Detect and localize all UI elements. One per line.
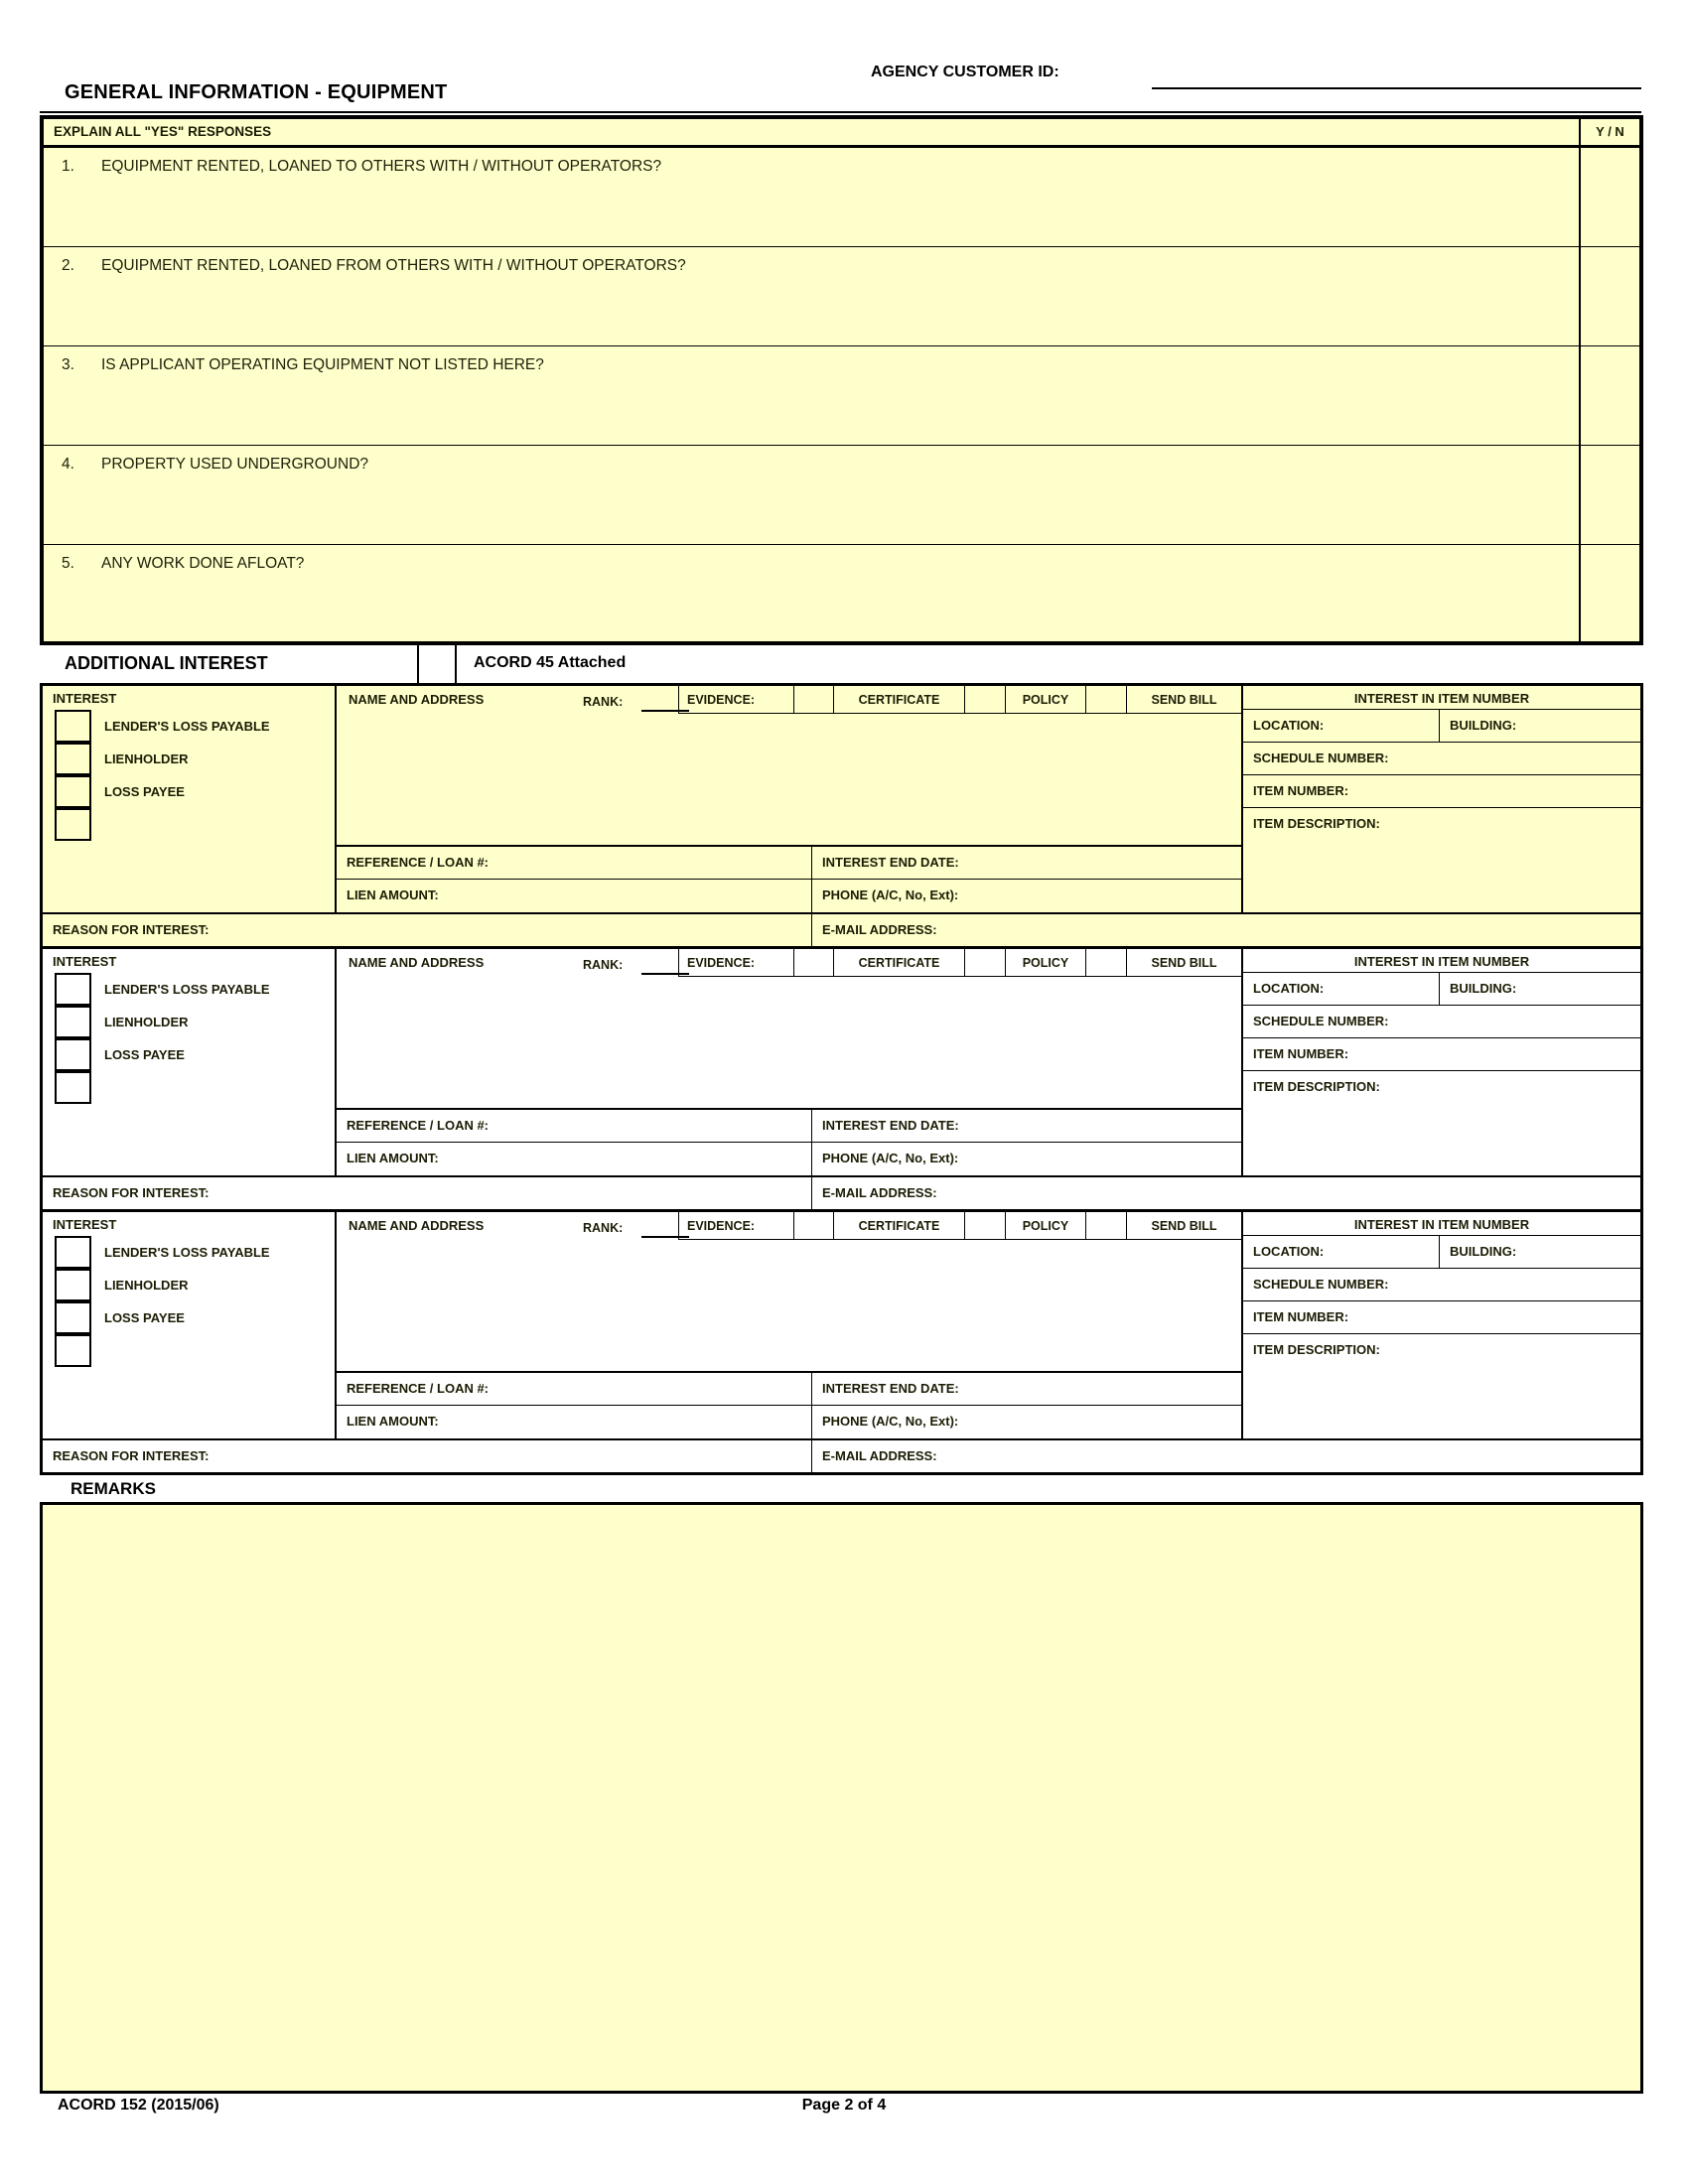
email-address-label: E-MAIL ADDRESS: — [822, 1185, 937, 1200]
header-divider — [40, 111, 1641, 113]
schedule-number-field[interactable]: SCHEDULE NUMBER: — [1243, 1006, 1640, 1038]
certificate-checkbox[interactable] — [793, 1212, 833, 1240]
additional-interest-block — [43, 686, 1640, 946]
reference-loan-field[interactable] — [337, 1108, 811, 1142]
interest-type-row — [43, 1038, 335, 1071]
additional-interest-section-bar — [40, 645, 1643, 683]
policy-checkbox[interactable] — [964, 1212, 1005, 1240]
loss-payee-label: LOSS PAYEE — [104, 1047, 185, 1062]
reason-for-interest-field[interactable] — [43, 1175, 811, 1209]
question-row — [44, 544, 1639, 643]
name-address-header-row — [337, 1212, 1241, 1240]
lien-amount-label: LIEN AMOUNT: — [347, 887, 439, 902]
interest-type-row — [43, 1006, 335, 1038]
question-row — [44, 345, 1639, 445]
send-bill-checkbox[interactable] — [1085, 686, 1126, 714]
policy-label: POLICY — [1005, 686, 1085, 714]
reason-for-interest-label: REASON FOR INTEREST: — [53, 1185, 210, 1200]
lenders-loss-payable-label: LENDER'S LOSS PAYABLE — [104, 719, 270, 734]
lien-amount-field[interactable] — [337, 1405, 811, 1438]
interest-label: INTEREST — [53, 691, 117, 706]
other-interest-checkbox[interactable] — [55, 1334, 91, 1367]
question-row — [44, 246, 1639, 345]
send-bill-label: SEND BILL — [1126, 1212, 1241, 1240]
question-number: 1. — [62, 158, 74, 175]
remarks-title: REMARKS — [70, 1479, 156, 1498]
phone-label: PHONE (A/C, No, Ext): — [822, 1151, 959, 1165]
interest-type-column — [43, 949, 337, 1175]
question-text: ANY WORK DONE AFLOAT? — [101, 555, 305, 572]
item-number-field[interactable]: ITEM NUMBER: — [1243, 1038, 1640, 1071]
interest-end-date-label: INTEREST END DATE: — [822, 855, 959, 870]
reference-loan-field[interactable] — [337, 1371, 811, 1405]
lien-amount-label: LIEN AMOUNT: — [347, 1414, 439, 1429]
yn-answer-cell[interactable] — [1579, 247, 1639, 345]
certificate-label: CERTIFICATE — [833, 686, 964, 714]
phone-label: PHONE (A/C, No, Ext): — [822, 1414, 959, 1429]
acord-45-attached-checkbox[interactable] — [417, 645, 457, 683]
remarks-input-box[interactable] — [40, 1502, 1643, 2094]
lien-amount-field[interactable] — [337, 879, 811, 912]
general-info-questions-table — [40, 115, 1643, 645]
lien-amount-label: LIEN AMOUNT: — [347, 1151, 439, 1165]
yn-answer-cell[interactable] — [1579, 545, 1639, 643]
interest-in-item-column — [1241, 686, 1640, 912]
evidence-label: EVIDENCE: — [678, 686, 793, 714]
policy-label: POLICY — [1005, 1212, 1085, 1240]
lienholder-checkbox[interactable] — [55, 1006, 91, 1038]
building-field[interactable]: BUILDING: — [1450, 1244, 1517, 1259]
location-building-row — [1243, 1236, 1640, 1269]
building-field[interactable]: BUILDING: — [1450, 981, 1517, 996]
email-address-field[interactable] — [811, 1438, 1640, 1472]
interest-in-item-column — [1241, 949, 1640, 1175]
reason-for-interest-field[interactable] — [43, 1438, 811, 1472]
rank-label: RANK: — [583, 695, 624, 709]
location-field[interactable]: LOCATION: — [1243, 973, 1440, 1005]
additional-interest-blocks — [40, 683, 1643, 1475]
interest-end-date-label: INTEREST END DATE: — [822, 1381, 959, 1396]
lienholder-checkbox[interactable] — [55, 743, 91, 775]
send-bill-checkbox[interactable] — [1085, 949, 1126, 977]
lenders-loss-payable-checkbox[interactable] — [55, 710, 91, 743]
interest-type-column — [43, 686, 337, 912]
evidence-label: EVIDENCE: — [678, 949, 793, 977]
lienholder-label: LIENHOLDER — [104, 1278, 189, 1293]
interest-type-row — [43, 743, 335, 775]
lenders-loss-payable-checkbox[interactable] — [55, 973, 91, 1006]
phone-field[interactable] — [811, 1405, 1241, 1438]
agency-customer-id-input[interactable] — [1152, 87, 1641, 89]
question-number: 3. — [62, 356, 74, 373]
yn-answer-cell[interactable] — [1579, 148, 1639, 246]
lienholder-label: LIENHOLDER — [104, 1015, 189, 1029]
name-address-input[interactable] — [337, 977, 1241, 1108]
name-address-input[interactable] — [337, 1240, 1241, 1371]
interest-type-row — [43, 973, 335, 1006]
interest-end-date-field[interactable] — [811, 845, 1241, 879]
lenders-loss-payable-label: LENDER'S LOSS PAYABLE — [104, 982, 270, 997]
phone-field[interactable] — [811, 879, 1241, 912]
question-number: 4. — [62, 456, 74, 473]
acord-45-attached-label: ACORD 45 Attached — [474, 654, 627, 671]
send-bill-label: SEND BILL — [1126, 949, 1241, 977]
interest-end-date-field[interactable] — [811, 1371, 1241, 1405]
other-interest-checkbox[interactable] — [55, 808, 91, 841]
location-building-row — [1243, 710, 1640, 743]
page-number-label: Page 2 of 4 — [801, 2097, 887, 2114]
name-and-address-label: NAME AND ADDRESS — [349, 955, 485, 970]
name-and-address-label: NAME AND ADDRESS — [349, 1218, 485, 1233]
certificate-checkbox[interactable] — [793, 686, 833, 714]
interest-label: INTEREST — [53, 954, 117, 969]
interest-in-item-number-label: INTEREST IN ITEM NUMBER — [1243, 1212, 1640, 1236]
lienholder-checkbox[interactable] — [55, 1269, 91, 1301]
certificate-label: CERTIFICATE — [833, 1212, 964, 1240]
email-address-label: E-MAIL ADDRESS: — [822, 922, 937, 937]
name-address-header-row — [337, 686, 1241, 714]
email-address-label: E-MAIL ADDRESS: — [822, 1448, 937, 1463]
location-field[interactable]: LOCATION: — [1243, 1236, 1440, 1268]
agency-customer-id-label: AGENCY CUSTOMER ID: — [871, 64, 1059, 80]
lien-amount-field[interactable] — [337, 1142, 811, 1175]
lienholder-label: LIENHOLDER — [104, 751, 189, 766]
question-text: EQUIPMENT RENTED, LOANED FROM OTHERS WITH / WITHOUT OPERATORS? — [101, 257, 686, 274]
loss-payee-checkbox[interactable] — [55, 1301, 91, 1334]
loss-payee-label: LOSS PAYEE — [104, 784, 185, 799]
policy-checkbox[interactable] — [964, 686, 1005, 714]
interest-type-row — [43, 775, 335, 808]
rank-label: RANK: — [583, 1221, 624, 1235]
item-number-field[interactable]: ITEM NUMBER: — [1243, 775, 1640, 808]
reference-loan-label: REFERENCE / LOAN #: — [347, 1381, 490, 1396]
item-number-field[interactable]: ITEM NUMBER: — [1243, 1301, 1640, 1334]
policy-checkbox[interactable] — [964, 949, 1005, 977]
interest-type-row — [43, 1301, 335, 1334]
question-row — [44, 445, 1639, 544]
certificate-label: CERTIFICATE — [833, 949, 964, 977]
interest-type-column — [43, 1212, 337, 1438]
question-text: IS APPLICANT OPERATING EQUIPMENT NOT LISTED HERE? — [101, 356, 544, 373]
schedule-number-field[interactable]: SCHEDULE NUMBER: — [1243, 1269, 1640, 1301]
reference-loan-field[interactable] — [337, 845, 811, 879]
evidence-label: EVIDENCE: — [678, 1212, 793, 1240]
loss-payee-label: LOSS PAYEE — [104, 1310, 185, 1325]
interest-type-row — [43, 1236, 335, 1269]
interest-type-row — [43, 1071, 335, 1104]
send-bill-label: SEND BILL — [1126, 686, 1241, 714]
reason-for-interest-label: REASON FOR INTEREST: — [53, 1448, 210, 1463]
reason-for-interest-field[interactable] — [43, 912, 811, 946]
question-number: 2. — [62, 257, 74, 274]
additional-interest-block — [43, 1209, 1640, 1472]
other-interest-checkbox[interactable] — [55, 1071, 91, 1104]
question-row — [44, 147, 1639, 246]
question-text: EQUIPMENT RENTED, LOANED TO OTHERS WITH / WITHOUT OPERATORS? — [101, 158, 662, 175]
yn-answer-cell[interactable] — [1579, 346, 1639, 445]
rank-label: RANK: — [583, 958, 624, 972]
schedule-number-field[interactable]: SCHEDULE NUMBER: — [1243, 743, 1640, 775]
lenders-loss-payable-checkbox[interactable] — [55, 1236, 91, 1269]
reason-for-interest-label: REASON FOR INTEREST: — [53, 922, 210, 937]
loss-payee-checkbox[interactable] — [55, 1038, 91, 1071]
policy-label: POLICY — [1005, 949, 1085, 977]
phone-field[interactable] — [811, 1142, 1241, 1175]
location-building-row — [1243, 973, 1640, 1006]
interest-end-date-field[interactable] — [811, 1108, 1241, 1142]
interest-type-row — [43, 710, 335, 743]
yn-answer-cell[interactable] — [1579, 446, 1639, 544]
loss-payee-checkbox[interactable] — [55, 775, 91, 808]
interest-in-item-column — [1241, 1212, 1640, 1438]
lenders-loss-payable-label: LENDER'S LOSS PAYABLE — [104, 1245, 270, 1260]
interest-label: INTEREST — [53, 1217, 117, 1232]
name-address-header-row — [337, 949, 1241, 977]
send-bill-checkbox[interactable] — [1085, 1212, 1126, 1240]
item-description-field[interactable]: ITEM DESCRIPTION: — [1253, 1079, 1380, 1094]
name-address-input[interactable] — [337, 714, 1241, 845]
interest-end-date-label: INTEREST END DATE: — [822, 1118, 959, 1133]
interest-type-row — [43, 1334, 335, 1367]
questions-table-header-row — [44, 119, 1639, 147]
item-description-field[interactable]: ITEM DESCRIPTION: — [1253, 816, 1380, 831]
phone-label: PHONE (A/C, No, Ext): — [822, 887, 959, 902]
interest-in-item-number-label: INTEREST IN ITEM NUMBER — [1243, 949, 1640, 973]
question-number: 5. — [62, 555, 74, 572]
name-and-address-label: NAME AND ADDRESS — [349, 692, 485, 707]
interest-type-row — [43, 808, 335, 841]
reference-loan-label: REFERENCE / LOAN #: — [347, 1118, 490, 1133]
building-field[interactable]: BUILDING: — [1450, 718, 1517, 733]
location-field[interactable]: LOCATION: — [1243, 710, 1440, 742]
email-address-field[interactable] — [811, 1175, 1640, 1209]
additional-interest-block — [43, 946, 1640, 1209]
form-number-label: ACORD 152 (2015/06) — [58, 2097, 219, 2114]
question-text: PROPERTY USED UNDERGROUND? — [101, 456, 369, 473]
additional-interest-title: ADDITIONAL INTEREST — [65, 653, 268, 673]
page-title: GENERAL INFORMATION - EQUIPMENT — [65, 81, 448, 103]
reference-loan-label: REFERENCE / LOAN #: — [347, 855, 490, 870]
yn-column-header: Y / N — [1579, 119, 1639, 145]
explain-yes-responses-label: EXPLAIN ALL "YES" RESPONSES — [54, 124, 272, 139]
interest-in-item-number-label: INTEREST IN ITEM NUMBER — [1243, 686, 1640, 710]
item-description-field[interactable]: ITEM DESCRIPTION: — [1253, 1342, 1380, 1357]
email-address-field[interactable] — [811, 912, 1640, 946]
certificate-checkbox[interactable] — [793, 949, 833, 977]
interest-type-row — [43, 1269, 335, 1301]
